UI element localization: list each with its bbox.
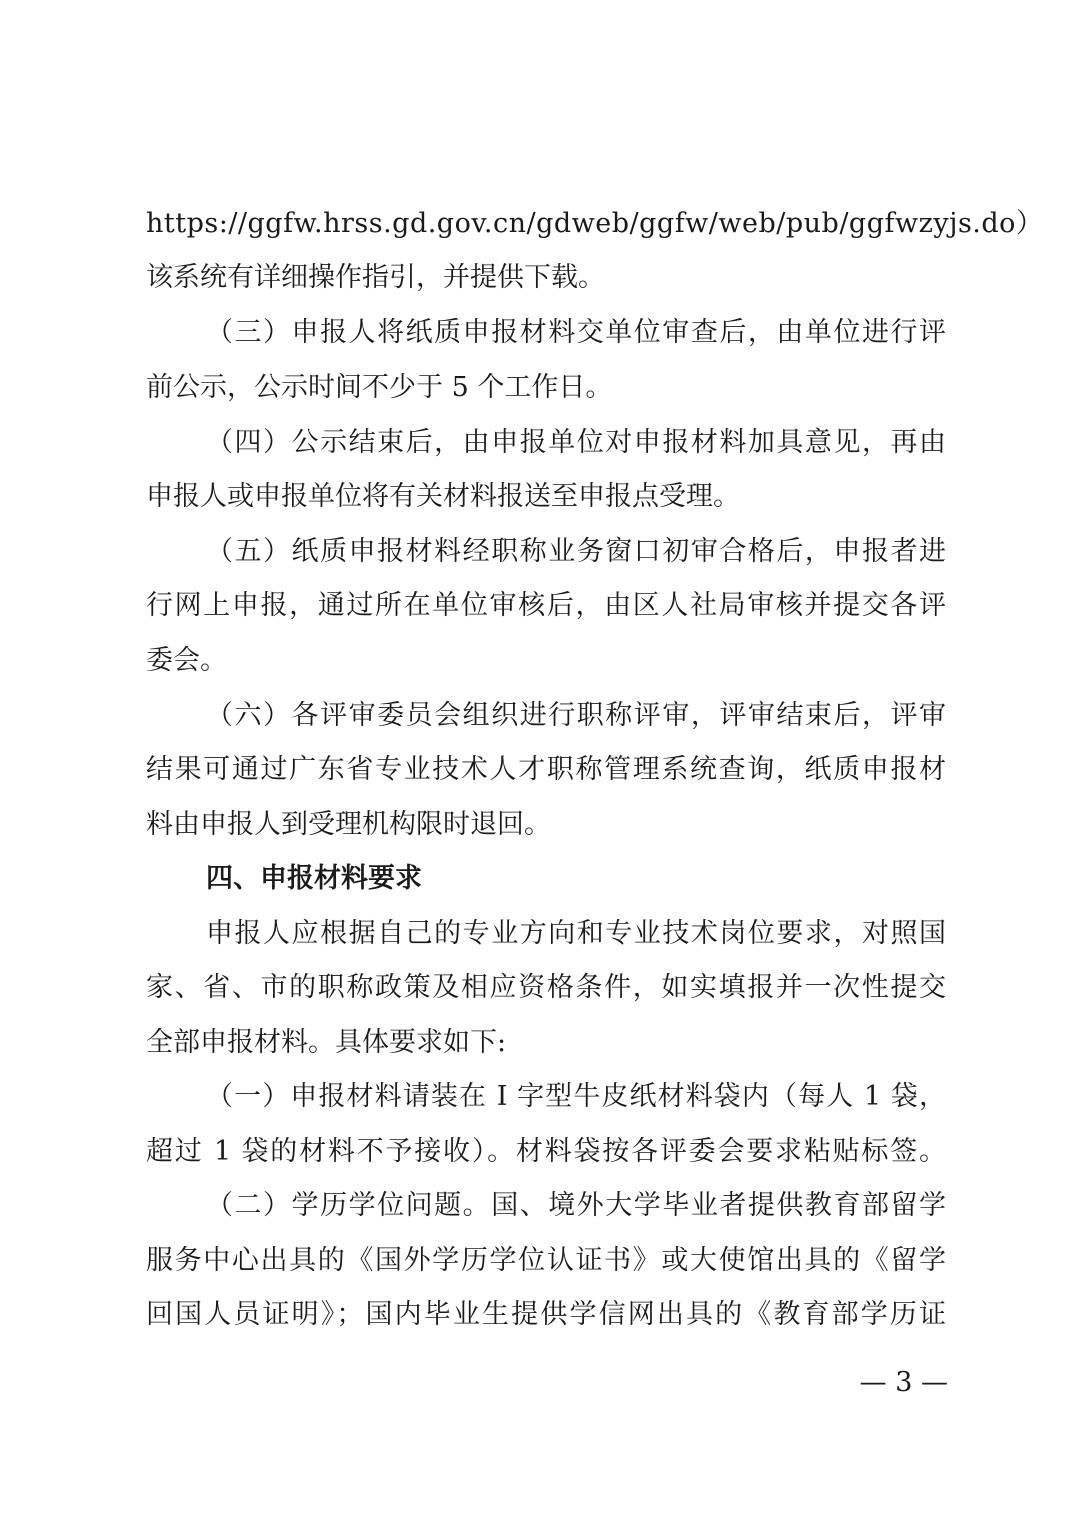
section-intro-line-3: 全部申报材料。具体要求如下: [146,1027,507,1058]
requirement-2-line-1: （二）学历学位问题。国、境外大学毕业者提供教育部留学 [206,1190,946,1221]
url-line: https://ggfw.hrss.gd.gov.cn/gdweb/ggfw/web/pub/ggfwzyjs.do） [146,208,1044,239]
paragraph-3-line-1: （三）申报人将纸质申报材料交单位审查后，由单位进行评 [206,317,946,348]
requirement-1-line-1: （一）申报材料请装在 I 字型牛皮纸材料袋内（每人 1 袋， [206,1081,946,1112]
paragraph-5-line-3: 委会。 [146,645,227,676]
paragraph-6-line-1: （六）各评审委员会组织进行职称评审，评审结束后，评审 [206,700,946,731]
paragraph-5-line-2: 行网上申报，通过所在单位审核后，由区人社局审核并提交各评 [146,590,946,621]
page-number: — 3 — [859,1367,948,1398]
requirement-1-line-2: 超过 1 袋的材料不予接收）。材料袋按各评委会要求粘贴标签。 [146,1136,946,1167]
requirement-2-line-3: 回国人员证明》；国内毕业生提供学信网出具的《教育部学历证 [146,1299,946,1330]
paragraph-6-line-2: 结果可通过广东省专业技术人才职称管理系统查询，纸质申报材 [146,754,946,785]
section-heading: 四、申报材料要求 [206,863,422,894]
paragraph-3-line-2: 前公示，公示时间不少于 5 个工作日。 [146,372,613,403]
paragraph-5-line-1: （五）纸质申报材料经职称业务窗口初审合格后，申报者进 [206,536,946,567]
section-intro-line-1: 申报人应根据自己的专业方向和专业技术岗位要求，对照国 [206,918,946,949]
paragraph-4-line-2: 申报人或申报单位将有关材料报送至申报点受理。 [146,481,740,512]
requirement-2-line-2: 服务中心出具的《国外学历学位认证书》或大使馆出具的《留学 [146,1245,946,1276]
paragraph-6-line-3: 料由申报人到受理机构限时退回。 [146,809,551,840]
section-intro-line-2: 家、省、市的职称政策及相应资格条件，如实填报并一次性提交 [146,972,946,1003]
text-line: 该系统有详细操作指引，并提供下载。 [146,262,605,293]
paragraph-4-line-1: （四）公示结束后，由申报单位对申报材料加具意见，再由 [206,427,946,458]
